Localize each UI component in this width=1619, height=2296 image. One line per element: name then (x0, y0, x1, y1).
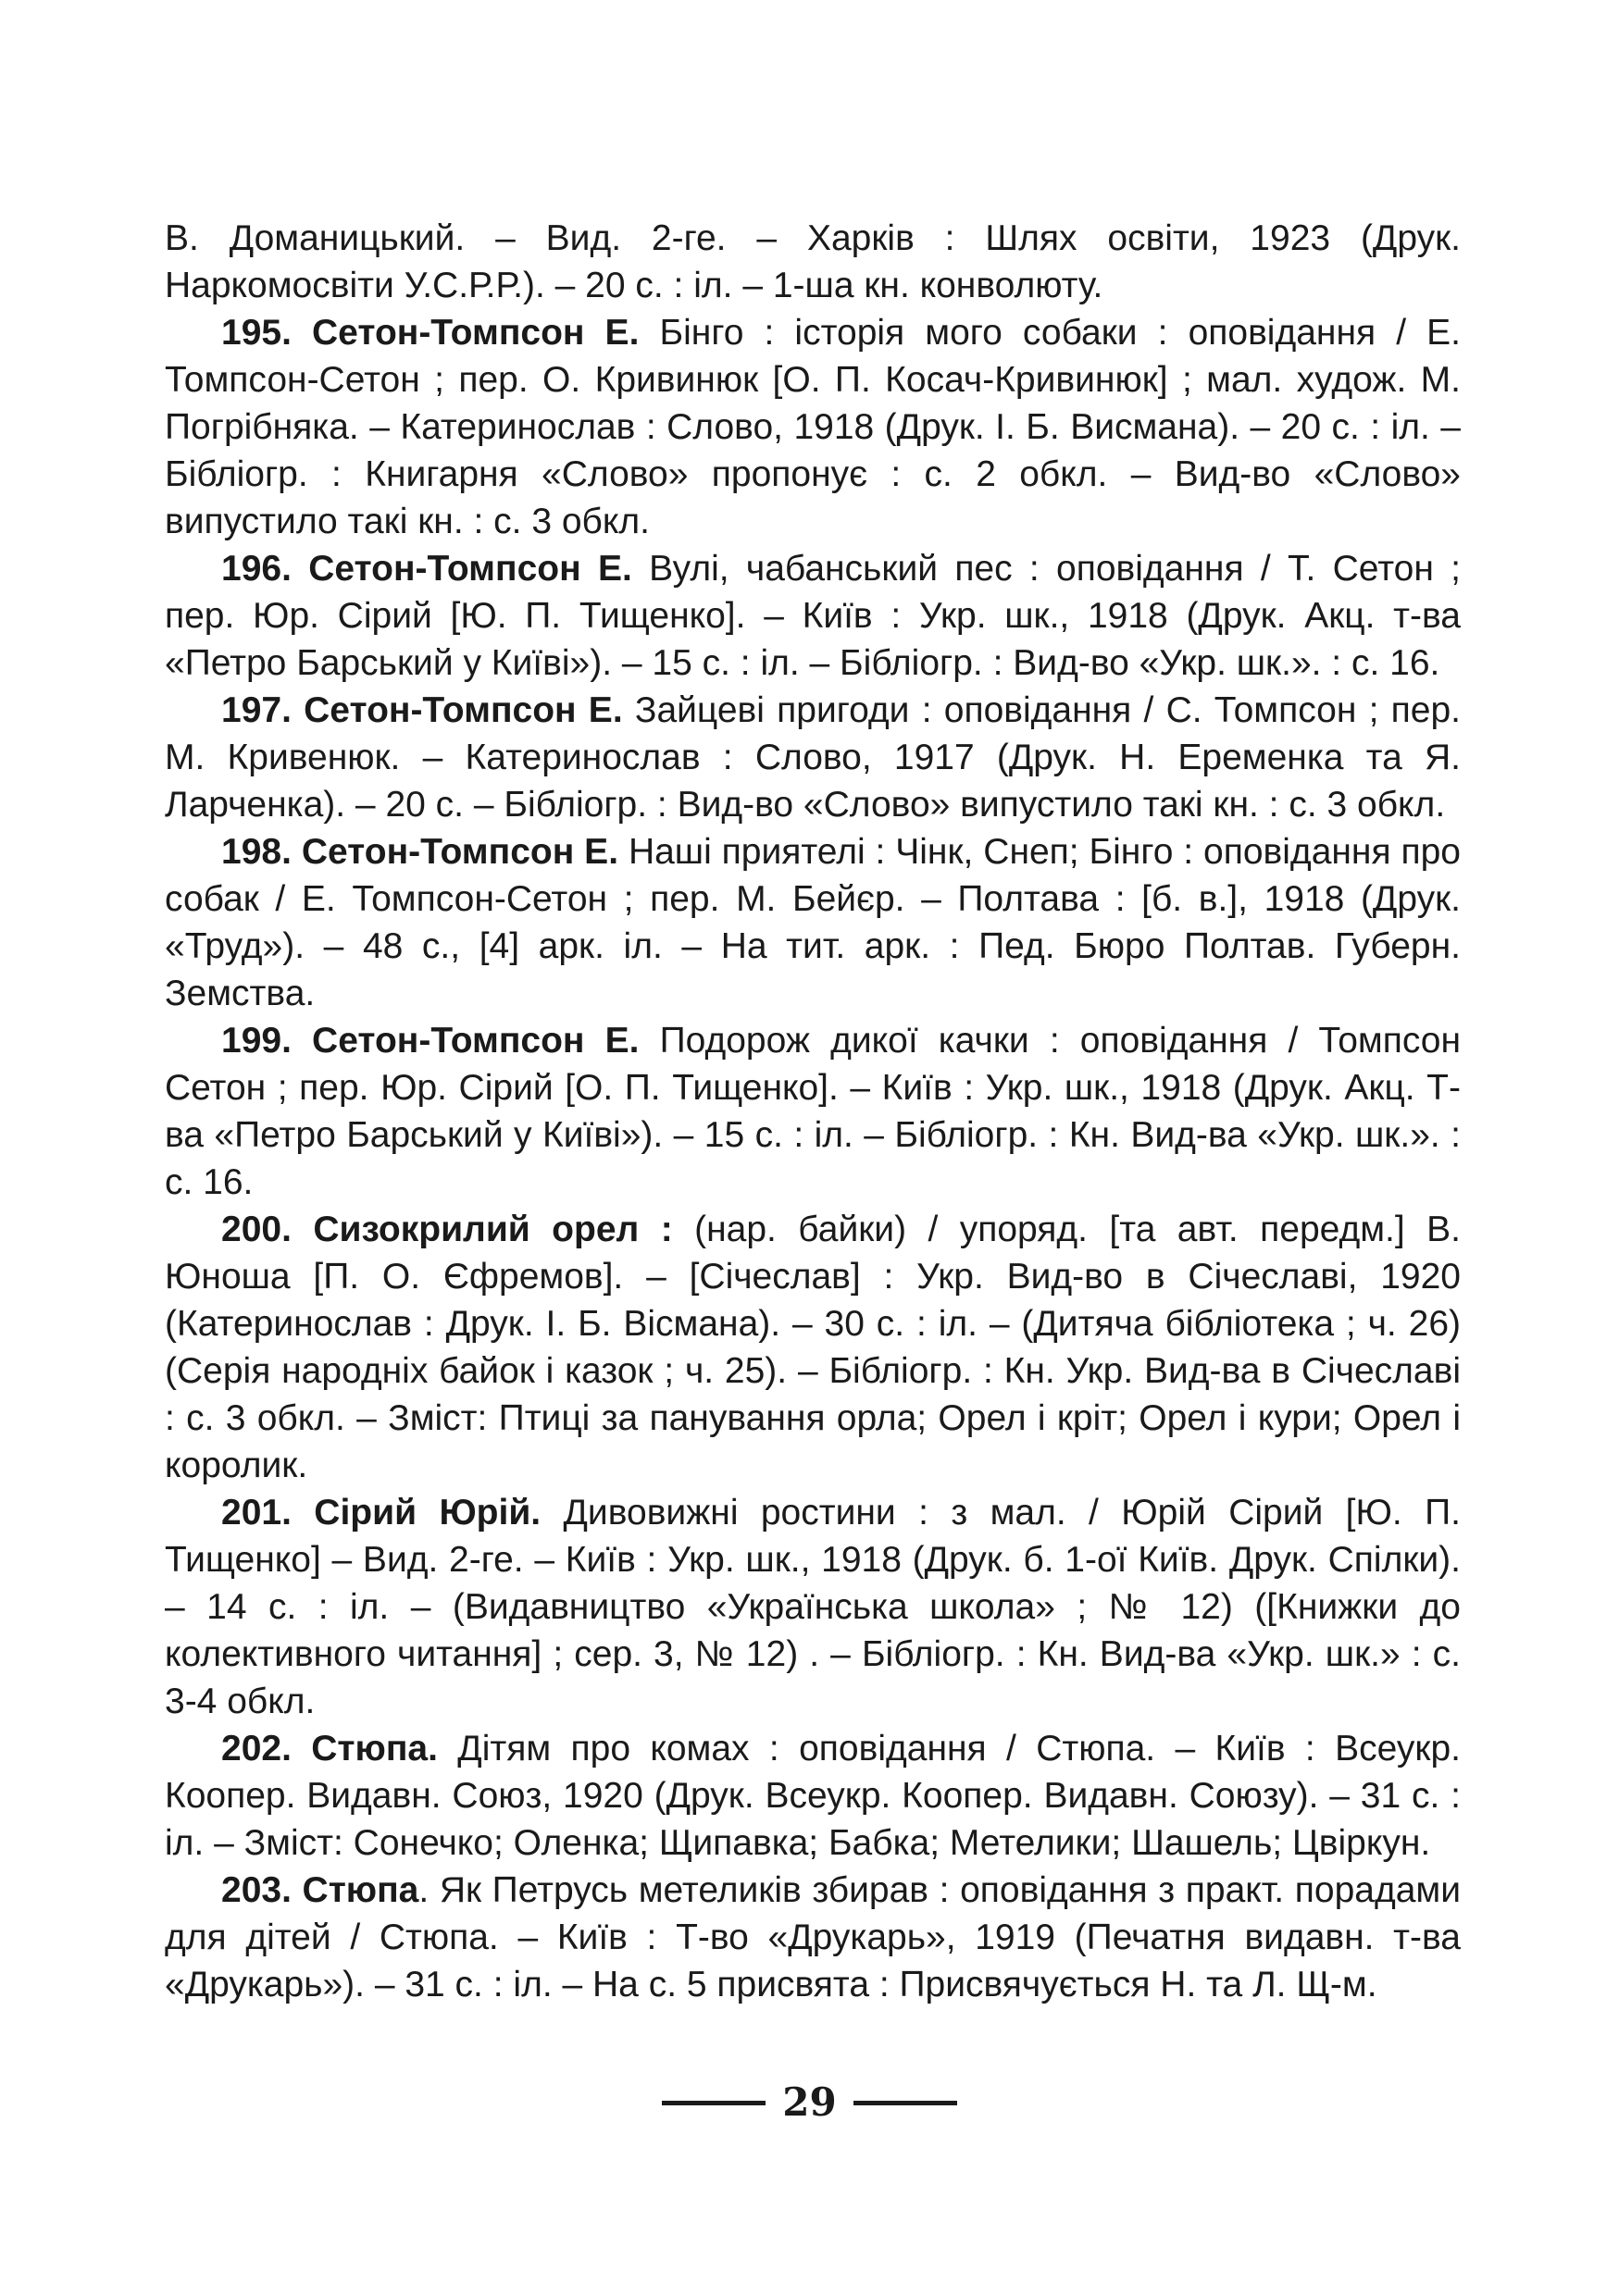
entry-description: . Як Петрусь метеликів збирав : оповідання з практ. порадами для дітей / Стюпа. – Київ : Т-во «Друкарь», 1919 (Печатня видавн. т-ва «Друкарь»). – 31 с. : іл. – На с. 5 присвята : Присвячується Н. та Л. Щ-м. (165, 1870, 1461, 2004)
page-number: 29 (782, 2079, 837, 2125)
entry-author: Сірий Юрій. (314, 1493, 542, 1533)
entry-number: 200. (221, 1210, 292, 1249)
entry-description: Подорож дикої качки : оповідання / Томпсон Сетон ; пер. Юр. Сірий [О. П. Тищенко]. – Київ : Укр. шк., 1918 (Друк. Акц. Т-ва «Петро Барський у Київі»). – 15 с. : іл. – Бібліогр. : Кн. Вид-ва «Укр. шк.». : с. 16. (165, 1021, 1461, 1202)
bibliography-entry (165, 687, 1461, 828)
entry-number: 197. (221, 690, 292, 730)
entry-author: Сизокрилий орел : (313, 1210, 673, 1249)
entry-description: Дітям про комах : оповідання / Стюпа. – Київ : Всеукр. Коопер. Видавн. Союз, 1920 (Друк. Всеукр. Коопер. Видавн. Союзу). – 31 с. : іл. – Зміст: Сонечко; Оленка; Щипавка; Бабка; Метелики; Шашель; Цвіркун. (165, 1729, 1461, 1863)
bibliography-entry (165, 1725, 1461, 1867)
entry-author: Сетон-Томпсон Е. (301, 832, 619, 872)
entry-number: 203. (221, 1870, 292, 1910)
entry-description: Дивовижні ростини : з мал. / Юрій Сірий [Ю. П. Тищенко] – Вид. 2-ге. – Київ : Укр. шк., 1918 (Друк. б. 1-ої Київ. Друк. Спілки). – 14 с. : іл. – (Видавництво «Українська школа» ; № 12) ([Книжки до колективного читання] ; сер. 3, № 12) . – Бібліогр. : Кн. Вид-ва «Укр. шк.» : с. 3-4 обкл. (165, 1493, 1461, 1721)
entry-number: 199. (221, 1021, 292, 1061)
entry-author: Стюпа. (311, 1729, 438, 1769)
entry-author: Сетон-Томпсон Е. (308, 549, 632, 589)
entry-number: 202. (221, 1729, 292, 1769)
entry-number: 196. (221, 549, 292, 589)
entry-description: (нар. байки) / упоряд. [та авт. передм.] В. Юноша [П. О. Єфремов]. – [Січеслав] : Укр. Вид-во в Січеславі, 1920 (Катеринослав : Друк. І. Б. Вісмана). – 30 с. : іл. – (Дитяча бібліотека ; ч. 26) (Серія народніх байок і казок ; ч. 25). – Бібліогр. : Кн. Укр. Вид-ва в Січеславі : с. 3 обкл. – Зміст: Птиці за панування орла; Орел і кріт; Орел і кури; Орел і королик. (165, 1210, 1462, 1485)
page-body (165, 215, 1461, 2008)
entry-author: Стюпа (302, 1870, 419, 1910)
bibliography-entry (165, 1017, 1461, 1206)
entry-description: Вулі, чабанський пес : оповідання / Т. Сетон ; пер. Юр. Сірий [Ю. П. Тищенко]. – Київ : Укр. шк., 1918 (Друк. Акц. т-ва «Петро Барський у Київі»). – 15 с. : іл. – Бібліогр. : Вид-во «Укр. шк.». : с. 16. (165, 549, 1461, 683)
footer-rule-left (662, 2101, 766, 2105)
bibliography-entry (165, 309, 1461, 545)
entry-description: Зайцеві пригоди : оповідання / С. Томпсон ; пер. М. Кривенюк. – Катеринослав : Слово, 1917 (Друк. Н. Еременка та Я. Ларченка). – 20 с. – Бібліогр. : Вид-во «Слово» випустило такі кн. : с. 3 обкл. (165, 690, 1461, 825)
bibliography-entry (165, 1206, 1461, 1489)
page-footer (0, 2075, 1619, 2130)
entry-author: Сетон-Томпсон Е. (312, 313, 640, 353)
bibliography-entry (165, 1489, 1461, 1725)
entry-number: 198. (221, 832, 292, 872)
bibliography-entry (165, 545, 1461, 687)
bibliography-entry (165, 828, 1461, 1017)
continuation-text: В. Доманицький. – Вид. 2-ге. – Харків : Шлях освіти, 1923 (Друк. Наркомосвіти У.С.Р.Р.). – 20 с. : іл. – 1-ша кн. конволюту. (165, 218, 1461, 305)
entry-description: Наші приятелі : Чінк, Снеп; Бінго : оповідання про собак / Е. Томпсон-Сетон ; пер. М. Бейєр. – Полтава : [б. в.], 1918 (Друк. «Труд»). – 48 с., [4] арк. іл. – На тит. арк. : Пед. Бюро Полтав. Губерн. Земства. (165, 832, 1461, 1013)
footer-rule-right (853, 2101, 957, 2105)
entry-number: 201. (221, 1493, 292, 1533)
entry-description: Бінго : історія мого собаки : оповідання / Е. Томпсон-Сетон ; пер. О. Кривинюк [О. П. Косач-Кривинюк] ; мал. худож. М. Погрібняка. – Катеринослав : Слово, 1918 (Друк. І. Б. Висмана). – 20 с. : іл. – Бібліогр. : Книгарня «Слово» пропонує : с. 2 обкл. – Вид-во «Слово» випустило такі кн. : с. 3 обкл. (165, 313, 1461, 541)
entry-author: Сетон-Томпсон Е. (304, 690, 623, 730)
bibliography-entries (165, 309, 1461, 2008)
entry-author: Сетон-Томпсон Е. (312, 1021, 640, 1061)
entry-number: 195. (221, 313, 292, 353)
bibliography-entry (165, 1867, 1461, 2008)
